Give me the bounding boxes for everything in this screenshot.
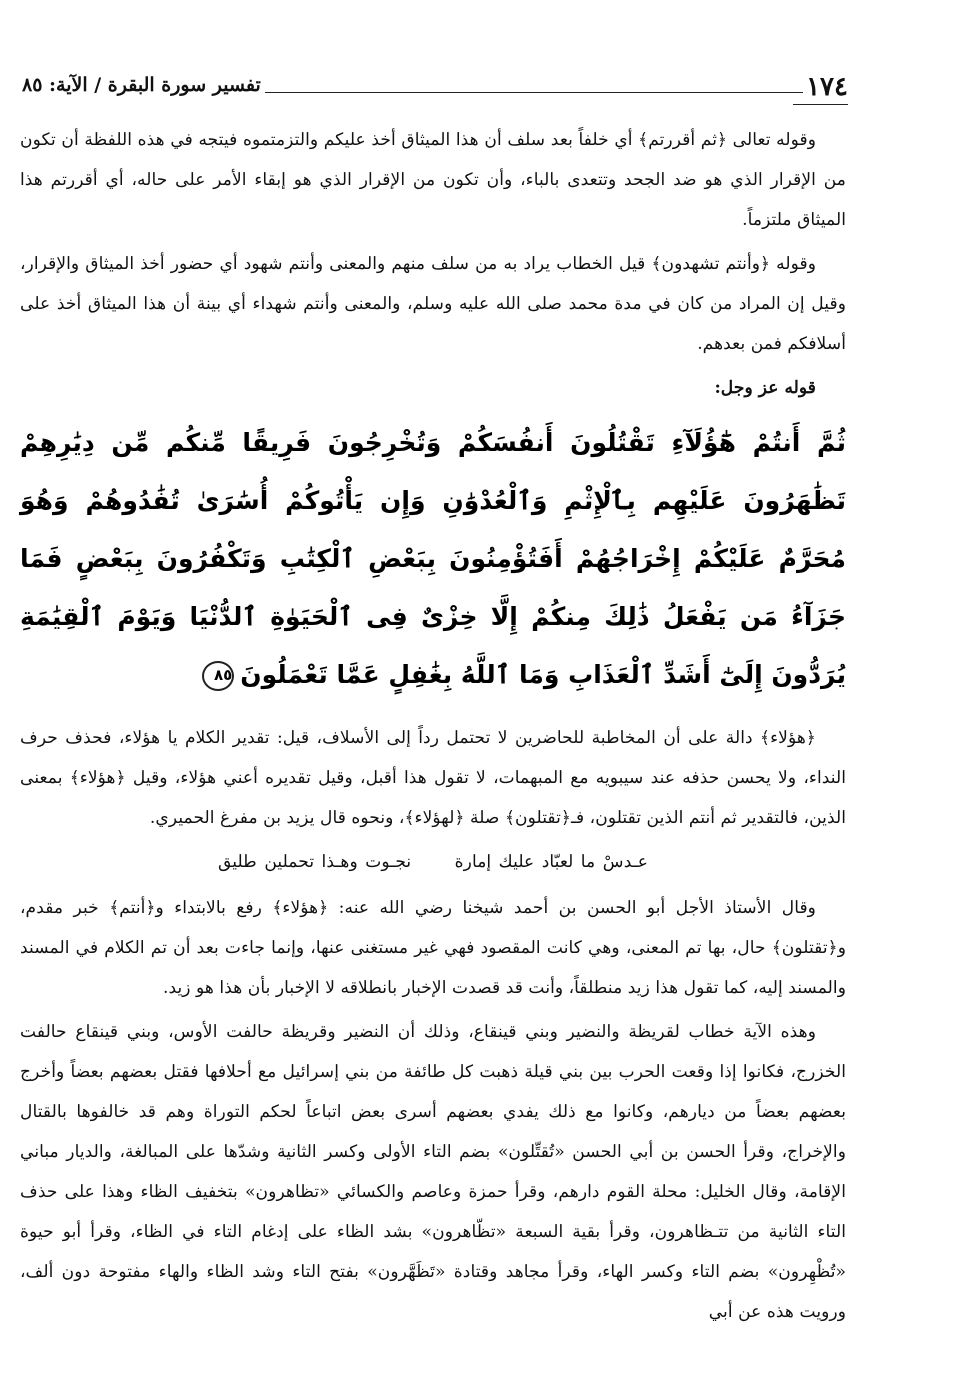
poem-first-hemistich: عـدسْ ما لعبّاد عليك إمارة [454, 852, 649, 872]
paragraph-qurayza: وهذه الآية خطاب لقريظة والنضير وبني قينقاع، وذلك أن النضير وقريظة حالفت الأوس، وبني قينقاع حالفت الخزرج، فكانوا إذا وقعت الحرب بين بني قيلة ذهبت كل طائفة من بني إسرائيل مع أحلافها فقتل بعضهم بعضاً وأخرج بعضهم بعضاً من ديارهم، وكانوا مع ذلك يفدي بعضهم أسرى بعض اتباعاً لحكم التوراة وهم قد خالفوها بالقتال والإخراج، وقرأ الحسن بن أبي الحسن «تُقتِّلون» بضم التاء الأولى وكسر الثانية وشدّها على المبالغة، والديار مباني الإقامة، وقال الخليل: محلة القوم دارهم، وقرأ حمزة وعاصم والكسائي «تظاهرون» بتخفيف الظاء وهذا على حذف التاء الثانية من تتـظاهرون، وقرأ بقية السبعة «تظّاهرون» بشد الظاء على إدغام التاء في الظاء، وقرأ أبو حيوة «تُظْهِرون» بضم التاء وكسر الهاء، وقرأ مجاهد وقتادة «تَظَهَّرون» بفتح التاء وشد الظاء والهاء مفتوحة دون ألف، ورويت هذه عن أبي [20, 1022, 846, 1322]
page-body [20, 120, 846, 1332]
paragraph-tashhadun: وقوله ﴿وأنتم تشهدون﴾ قيل الخطاب يراد به من سلف منهم والمعنى وأنتم شهود أي حضور أخذ الميثاق والإقرار، وقيل إن المراد من كان في مدة محمد صلى الله عليه وسلم، والمعنى وأنتم شهداء أي بينة أن هذا الميثاق أخذ على أسلافكم فمن بعدهم. [20, 254, 846, 354]
running-title: تفسير سورة البقرة / الآية: ٨٥ [22, 74, 261, 96]
paragraph-ustadh: وقال الأستاذ الأجل أبو الحسن بن أحمد شيخنا رضي الله عنه: ﴿هؤلاء﴾ رفع بالابتداء و﴿أنتم﴾ خبر مقدم، و﴿تقتلون﴾ حال، بها تم المعنى، وهي كانت المقصود فهي غير مستغنى عنها، وإنما جاءت بعد أن تم الكلام في المسند والمسند إليه، كما تقول هذا زيد منطلقاً، وأنت قد قصدت الإخبار بانطلاقه لا الإخبار بأن هذا هو زيد. [20, 898, 846, 998]
verse-number-medallion: ٨٥ [202, 661, 234, 691]
verse-text: ثُمَّ أَنتُمْ هَٰٓؤُلَآءِ تَقْتُلُونَ أَنفُسَكُمْ وَتُخْرِجُونَ فَرِيقًا مِّنكُم مِّن دِيَٰرِهِمْ تَظَٰهَرُونَ عَلَيْهِم بِٱلْإِثْمِ وَٱلْعُدْوَٰنِ وَإِن يَأْتُوكُمْ أُسَٰرَىٰ تُفَٰدُوهُمْ وَهُوَ مُحَرَّمٌ عَلَيْكُمْ إِخْرَاجُهُمْ أَفَتُؤْمِنُونَ بِبَعْضِ ٱلْكِتَٰبِ وَتَكْفُرُونَ بِبَعْضٍ فَمَا جَزَآءُ مَن يَفْعَلُ ذَٰلِكَ مِنكُمْ إِلَّا خِزْىٌ فِى ٱلْحَيَوٰةِ ٱلدُّنْيَا وَيَوْمَ ٱلْقِيَٰمَةِ يُرَدُّونَ إِلَىٰٓ أَشَدِّ ٱلْعَذَابِ وَمَا ٱللَّهُ بِغَٰفِلٍ عَمَّا تَعْمَلُونَ [20, 428, 846, 689]
paragraph-aqrartum: وقوله تعالى ﴿ثم أقررتم﴾ أي خلفاً بعد سلف أن هذا الميثاق أخذ عليكم والتزمتموه فيتجه في هذه اللفظة أن تكون من الإقرار الذي هو ضد الجحد وتتعدى بالباء، وأن تكون من الإقرار الذي هو إبقاء الأمر على حاله، أي أقررتم هذا الميثاق ملتزماً. [20, 130, 846, 230]
quran-verse [20, 414, 846, 704]
header-rule-long [265, 92, 803, 93]
paragraph-haulai: ﴿هؤلاء﴾ دالة على أن المخاطبة للحاضرين لا تحتمل رداً إلى الأسلاف، قيل: تقدير الكلام يا هؤلاء، فحذف حرف النداء، ولا يحسن حذفه عند سيبويه مع المبهمات، لا تقول هذا أقبل، وقيل تقديره أعني هؤلاء، وقيل ﴿هؤلاء﴾ بمعنى الذين، فالتقدير ثم أنتم الذين تقتلون، فـ﴿تقتلون﴾ صلة ﴿لهؤلاء﴾، ونحوه قال يزيد بن مفرغ الحميري. [20, 728, 846, 828]
verse-lead-in: قوله عز وجل: [714, 378, 816, 398]
header-rule-short [793, 104, 848, 105]
poem-second-hemistich: نجـوت وهـذا تحملين طليق [217, 852, 412, 872]
page-number: ١٧٤ [806, 72, 848, 102]
poem-verse [20, 842, 846, 882]
